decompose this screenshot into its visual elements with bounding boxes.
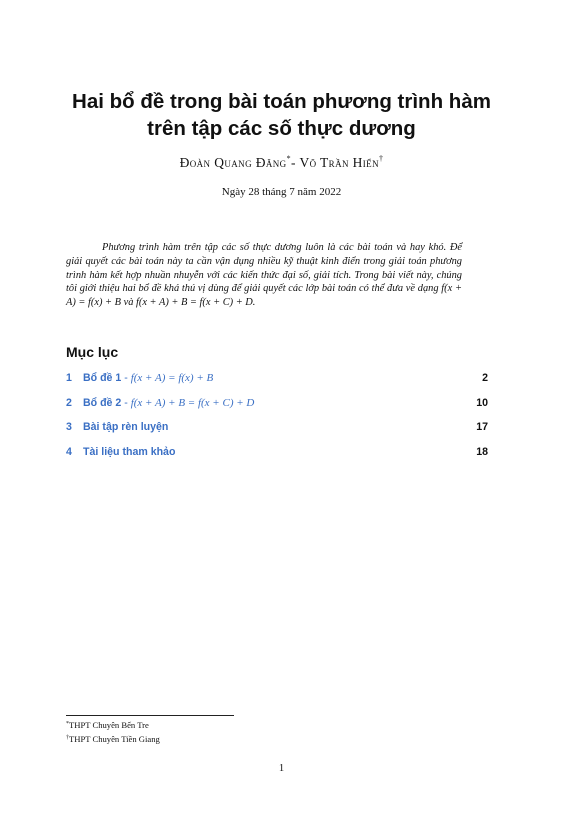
- toc-entry-separator: -: [121, 396, 131, 409]
- toc-entry[interactable]: [66, 446, 488, 471]
- toc-entry-page: 10: [476, 396, 488, 409]
- toc-entry-page: 18: [476, 445, 488, 458]
- title-line-1: Hai bổ đề trong bài toán phương trình hàm: [72, 90, 491, 113]
- publication-date: Ngày 28 tháng 7 năm 2022: [221, 186, 342, 198]
- footnote-text: THPT Chuyên Bến Tre: [69, 720, 149, 730]
- toc-entry-title[interactable]: Bổ đề 2: [83, 396, 122, 409]
- footnote-mark: *: [66, 721, 69, 727]
- title-line-2: trên tập các số thực dương: [147, 117, 416, 140]
- author-separator: -: [291, 155, 300, 170]
- toc-entry-formula[interactable]: f(x + A) + B = f(x + C) + D: [130, 396, 255, 409]
- toc-entry[interactable]: [66, 397, 488, 422]
- toc-entry-link[interactable]: [83, 397, 254, 409]
- toc-entry-title[interactable]: Tài liệu tham khảo: [83, 445, 176, 458]
- toc-entry-title[interactable]: Bài tập rèn luyện: [83, 421, 169, 433]
- toc-entry-separator: -: [121, 372, 131, 384]
- author-1-name: Đoàn Quang Đăng: [179, 155, 287, 170]
- toc-entry-page: 17: [476, 421, 488, 433]
- page-number: 1: [278, 763, 285, 774]
- footnote-text: THPT Chuyên Tiền Giang: [69, 733, 160, 744]
- toc-entry-number[interactable]: 3: [66, 421, 72, 433]
- paper-title: [40, 88, 523, 142]
- author-1-footnote-mark: *: [286, 154, 291, 163]
- footnote: [66, 718, 160, 732]
- toc-entry-title[interactable]: Bổ đề 1: [83, 372, 122, 384]
- toc-heading: Mục lục: [66, 344, 119, 360]
- abstract: Phương trình hàm trên tập các số thực dương luôn là các bài toán và hay khó. Để giải quyết các bài toán này ta cần vận dụng nhiều kỹ thuật kinh điển trong giải toán phương trình hàm kết hợp nhuần nhuyễn với các kiến thức đại số, giải tích. Trong bài viết này, chúng tôi giới thiệu hai bổ đề khá thú vị dùng để giải quyết các lớp bài toán có thể đưa về dạng f(x + A) = f(x) + B và f(x + A) + B = f(x + C) + D.: [66, 242, 462, 309]
- footnote-mark: †: [66, 734, 69, 741]
- footnotes: [66, 718, 160, 745]
- toc-entry-link[interactable]: [83, 446, 175, 458]
- footnote-divider: [66, 715, 234, 716]
- toc-entry-number[interactable]: 2: [66, 396, 72, 409]
- toc-entry[interactable]: [66, 421, 488, 446]
- toc-entry-link[interactable]: [83, 421, 168, 433]
- toc-entry-number[interactable]: 1: [66, 372, 72, 384]
- author-2-name: Võ Trần Hiển: [299, 155, 379, 170]
- authors-line: [40, 154, 523, 171]
- footnote: [66, 732, 160, 746]
- toc-entry[interactable]: [66, 372, 488, 397]
- table-of-contents: [66, 372, 488, 470]
- author-2-footnote-mark: †: [378, 154, 384, 163]
- toc-entry-formula[interactable]: f(x + A) = f(x) + B: [130, 372, 214, 384]
- toc-entry-link[interactable]: [83, 372, 213, 384]
- toc-entry-number[interactable]: 4: [66, 445, 72, 458]
- toc-entry-page: 2: [482, 372, 488, 384]
